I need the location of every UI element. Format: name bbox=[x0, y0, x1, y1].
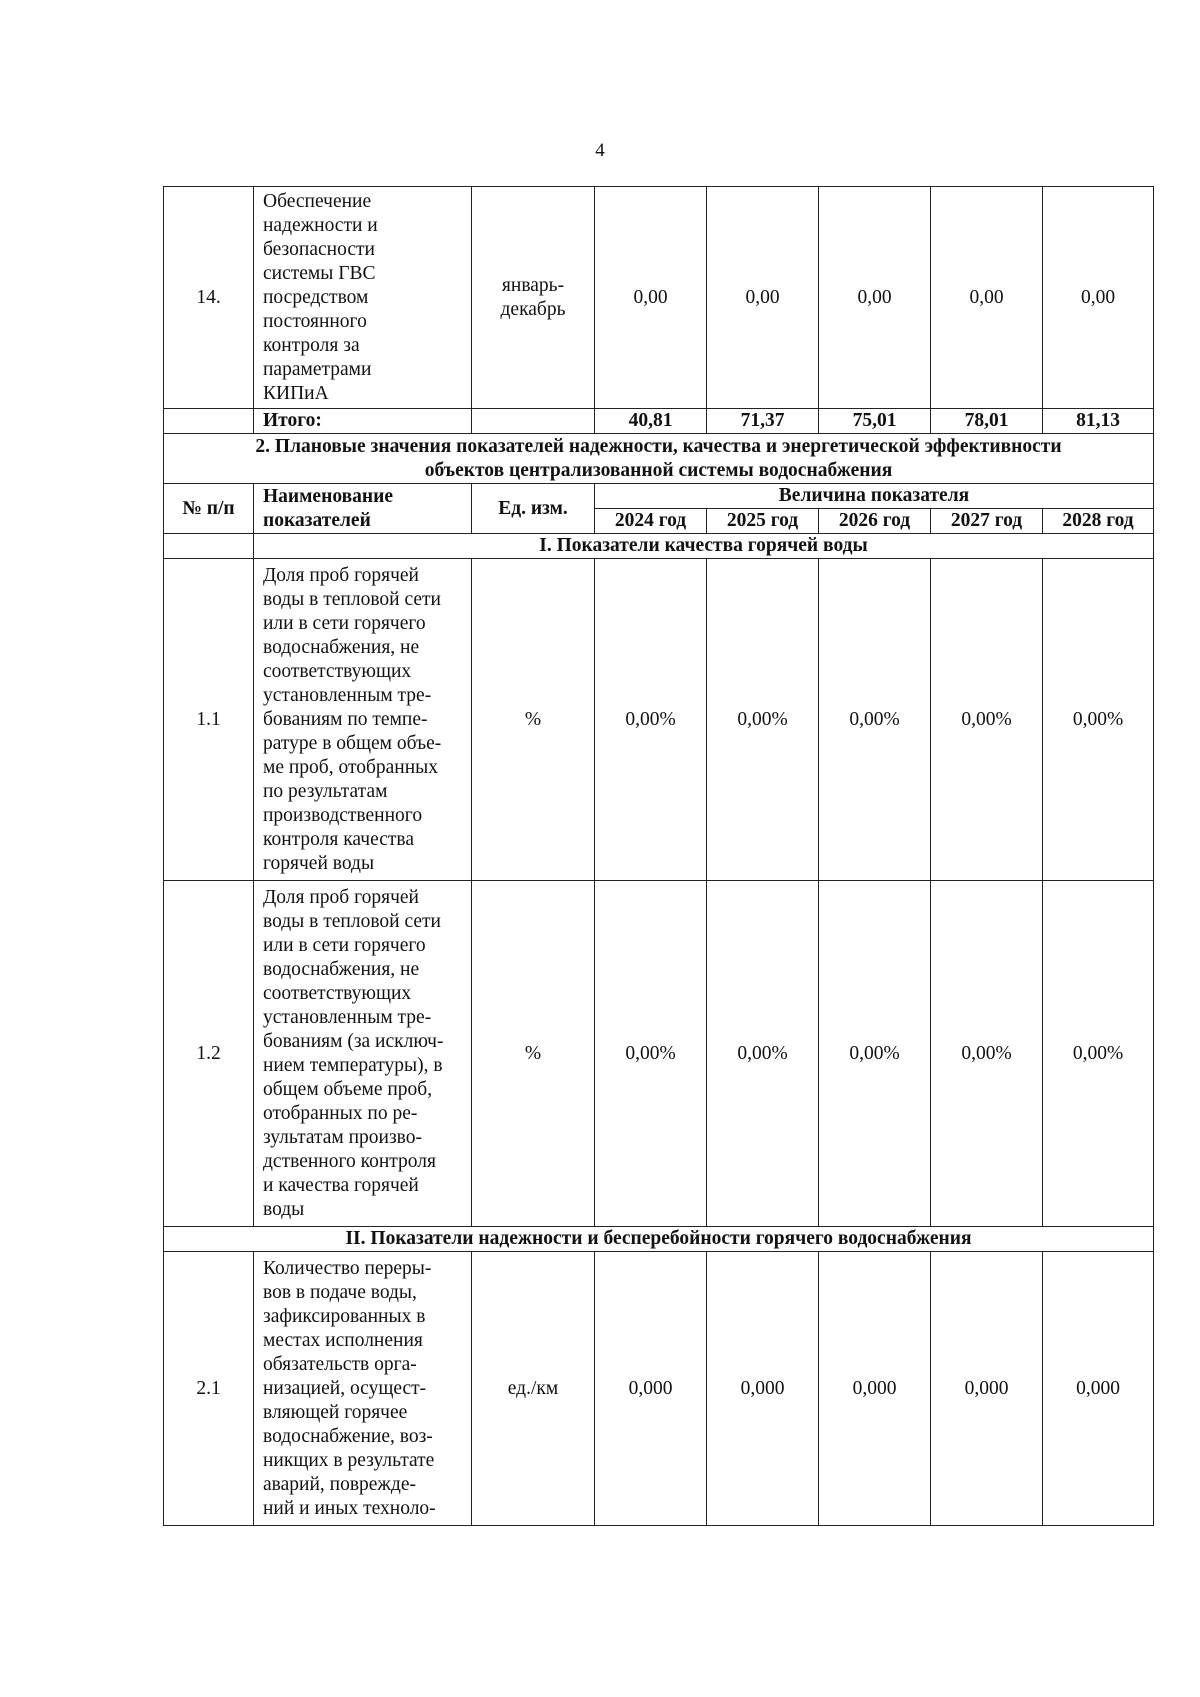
value-cell: 0,000 bbox=[1043, 1252, 1154, 1526]
header-number: № п/п bbox=[164, 484, 254, 534]
name-line: по результатам bbox=[263, 780, 388, 802]
name-line: нием температуры), в bbox=[263, 1054, 443, 1076]
indicator-name bbox=[254, 187, 472, 409]
header-year: 2026 год bbox=[819, 509, 931, 534]
name-line: контроля за bbox=[263, 334, 360, 356]
row-number: 14. bbox=[164, 187, 254, 409]
total-value: 40,81 bbox=[595, 409, 707, 434]
name-line: водоснабжения, не bbox=[263, 636, 420, 658]
name-line: соответствующих bbox=[263, 982, 412, 1004]
value-cell: 0,000 bbox=[707, 1252, 819, 1526]
name-line: местах исполнения bbox=[263, 1329, 423, 1351]
name-line: постоянного bbox=[263, 310, 367, 332]
name-line: бованиям (за исключ- bbox=[263, 1030, 444, 1052]
indicator-name bbox=[254, 881, 472, 1227]
name-line: низацией, осущест- bbox=[263, 1377, 427, 1399]
section-title-row bbox=[164, 434, 1154, 484]
row-number: 2.1 bbox=[164, 1252, 254, 1526]
name-line: воды bbox=[263, 1198, 305, 1220]
name-line: горячей воды bbox=[263, 852, 375, 874]
group-title-row bbox=[164, 1227, 1154, 1252]
unit-cell: ед./км bbox=[472, 1252, 595, 1526]
name-line: зафиксированных в bbox=[263, 1305, 426, 1327]
header-row bbox=[164, 484, 1154, 509]
group-title: I. Показатели качества горячей воды bbox=[254, 534, 1154, 559]
value-cell: 0,000 bbox=[819, 1252, 931, 1526]
name-line: Количество переры- bbox=[263, 1257, 432, 1279]
name-line: воды в тепловой сети bbox=[263, 910, 441, 932]
name-line: и качества горячей bbox=[263, 1174, 419, 1196]
name-line: ний и иных техноло- bbox=[263, 1497, 436, 1519]
table-row bbox=[164, 881, 1154, 1227]
name-line: водоснабжения, не bbox=[263, 958, 420, 980]
header-year: 2025 год bbox=[707, 509, 819, 534]
name-line: ме проб, отобранных bbox=[263, 756, 439, 778]
unit-cell: % bbox=[472, 559, 595, 881]
name-line: надежности и bbox=[263, 214, 378, 236]
header-name: Наименование показателей bbox=[254, 484, 472, 534]
table-row bbox=[164, 187, 1154, 409]
group-title-row bbox=[164, 534, 1154, 559]
name-line: воды в тепловой сети bbox=[263, 588, 441, 610]
value-cell: 0,00% bbox=[707, 881, 819, 1227]
total-row bbox=[164, 409, 1154, 434]
value-cell: 0,00 bbox=[707, 187, 819, 409]
name-line: вов в подаче воды, bbox=[263, 1281, 417, 1303]
name-line: обязательств орга- bbox=[263, 1353, 417, 1375]
empty-cell bbox=[472, 409, 595, 434]
unit-cell: % bbox=[472, 881, 595, 1227]
header-year: 2028 год bbox=[1043, 509, 1154, 534]
empty-cell bbox=[164, 534, 254, 559]
indicator-name bbox=[254, 1252, 472, 1526]
name-line: параметрами bbox=[263, 358, 372, 380]
total-value: 75,01 bbox=[819, 409, 931, 434]
name-line: никщих в результате bbox=[263, 1449, 435, 1471]
row-number: 1.1 bbox=[164, 559, 254, 881]
name-line: системы ГВС bbox=[263, 262, 376, 284]
total-value: 81,13 bbox=[1043, 409, 1154, 434]
section-title: 2. Плановые значения показателей надежности, качества и энергетической эффективности объектов централизованной системы водоснабжения bbox=[164, 434, 1154, 484]
indicator-name bbox=[254, 559, 472, 881]
name-line: дственного контроля bbox=[263, 1150, 436, 1172]
total-label: Итого: bbox=[254, 409, 472, 434]
value-cell: 0,00% bbox=[1043, 559, 1154, 881]
value-cell: 0,00% bbox=[595, 559, 707, 881]
value-cell: 0,00% bbox=[819, 881, 931, 1227]
name-line: отобранных по ре- bbox=[263, 1102, 418, 1124]
total-value: 78,01 bbox=[931, 409, 1043, 434]
value-cell: 0,00% bbox=[1043, 881, 1154, 1227]
row-number: 1.2 bbox=[164, 881, 254, 1227]
name-line: вляющей горячее bbox=[263, 1401, 408, 1423]
value-cell: 0,00% bbox=[931, 559, 1043, 881]
value-cell: 0,00 bbox=[931, 187, 1043, 409]
group-title: II. Показатели надежности и бесперебойности горячего водоснабжения bbox=[164, 1227, 1154, 1252]
table-row bbox=[164, 559, 1154, 881]
header-value-group: Величина показателя bbox=[595, 484, 1154, 509]
indicators-table bbox=[163, 186, 1154, 1526]
name-line: общем объеме проб, bbox=[263, 1078, 433, 1100]
name-line: или в сети горячего bbox=[263, 612, 426, 634]
name-line: или в сети горячего bbox=[263, 934, 426, 956]
empty-cell bbox=[164, 409, 254, 434]
name-line: Доля проб горячей bbox=[263, 564, 419, 586]
name-line: аварий, поврежде- bbox=[263, 1473, 416, 1495]
name-line: зультатам произво- bbox=[263, 1126, 422, 1148]
value-cell: 0,00% bbox=[819, 559, 931, 881]
value-cell: 0,00% bbox=[707, 559, 819, 881]
header-unit: Ед. изм. bbox=[472, 484, 595, 534]
name-line: посредством bbox=[263, 286, 369, 308]
name-line: безопасности bbox=[263, 238, 375, 260]
name-line: бованиям по темпе- bbox=[263, 708, 428, 730]
name-line: Обеспечение bbox=[263, 190, 372, 212]
page-number: 4 bbox=[595, 140, 605, 161]
table-row bbox=[164, 1252, 1154, 1526]
name-line: производственного bbox=[263, 804, 423, 826]
value-cell: 0,00% bbox=[595, 881, 707, 1227]
period-cell: январь- декабрь bbox=[472, 187, 595, 409]
name-line: КИПиА bbox=[263, 382, 329, 404]
header-year: 2024 год bbox=[595, 509, 707, 534]
value-cell: 0,000 bbox=[931, 1252, 1043, 1526]
value-cell: 0,00 bbox=[819, 187, 931, 409]
name-line: водоснабжение, воз- bbox=[263, 1425, 433, 1447]
value-cell: 0,00 bbox=[1043, 187, 1154, 409]
name-line: установленным тре- bbox=[263, 684, 432, 706]
value-cell: 0,00 bbox=[595, 187, 707, 409]
name-line: Доля проб горячей bbox=[263, 886, 419, 908]
value-cell: 0,00% bbox=[931, 881, 1043, 1227]
name-line: соответствующих bbox=[263, 660, 412, 682]
header-year: 2027 год bbox=[931, 509, 1043, 534]
name-line: контроля качества bbox=[263, 828, 415, 850]
name-line: ратуре в общем объе- bbox=[263, 732, 442, 754]
name-line: установленным тре- bbox=[263, 1006, 432, 1028]
value-cell: 0,000 bbox=[595, 1252, 707, 1526]
total-value: 71,37 bbox=[707, 409, 819, 434]
